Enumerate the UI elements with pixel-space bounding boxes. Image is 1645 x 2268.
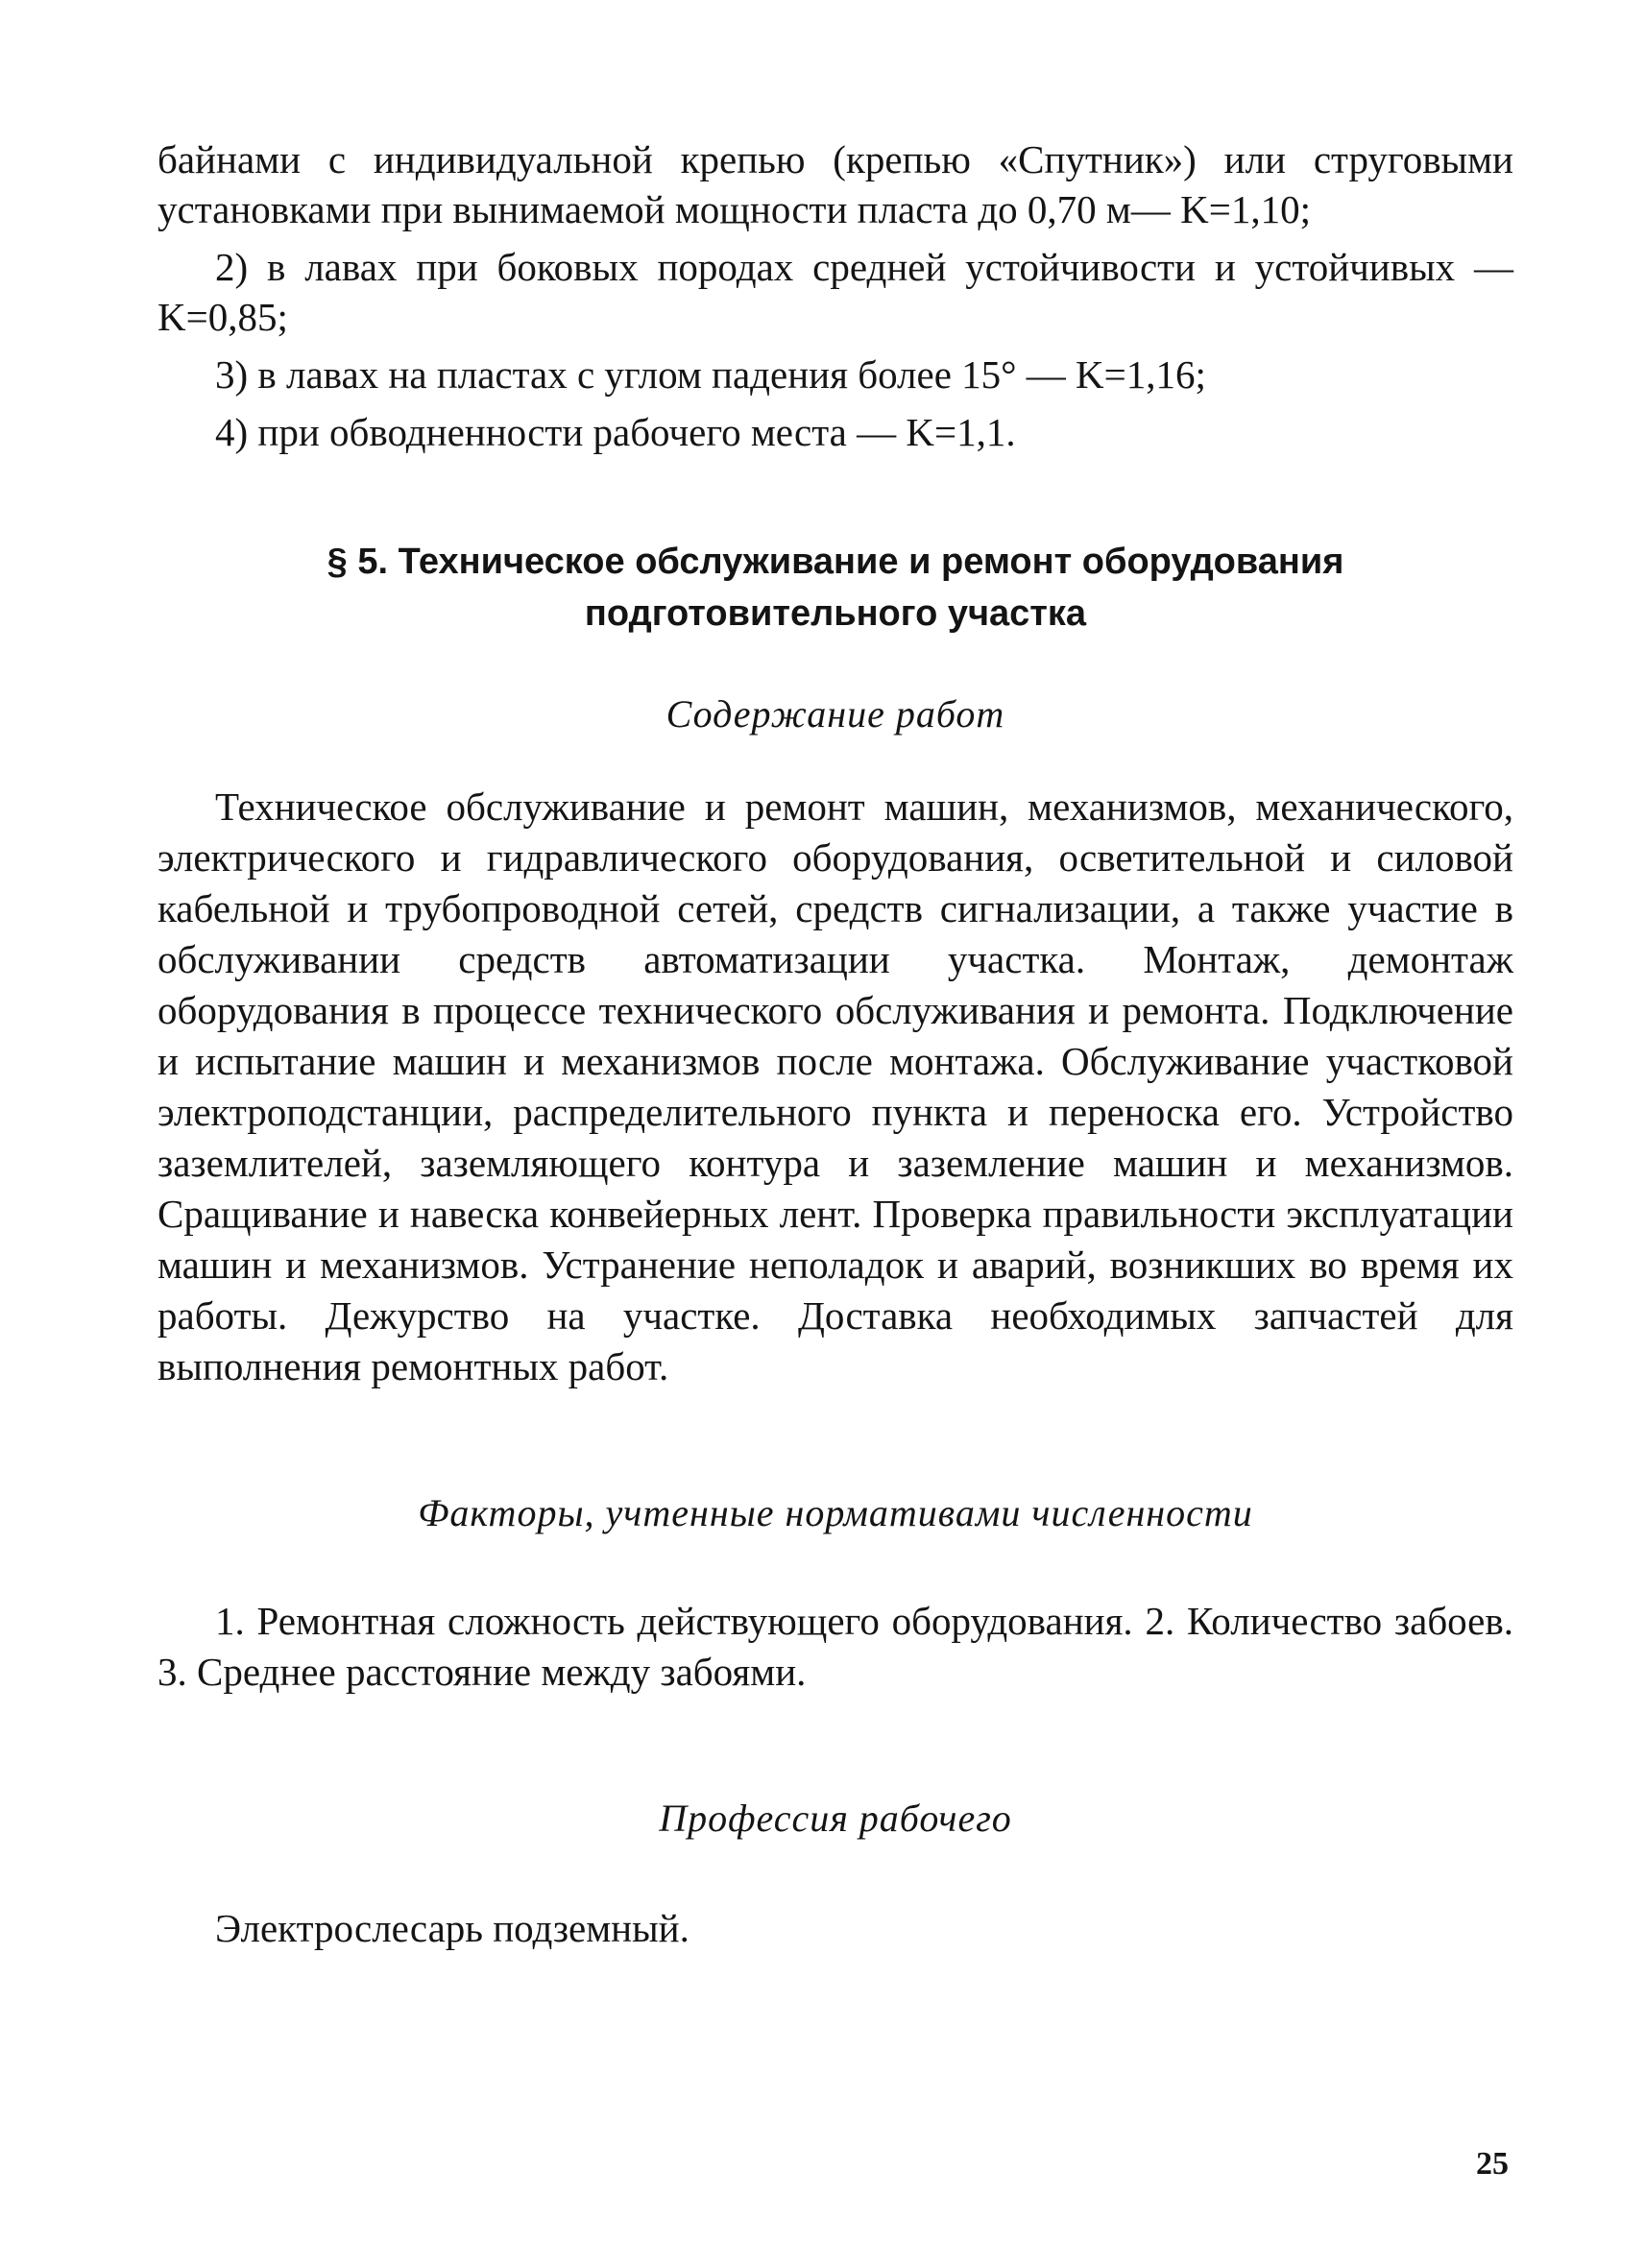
content-heading: Содержание работ xyxy=(665,692,1005,736)
profession-heading: Профессия рабочего xyxy=(659,1797,1012,1840)
section-title-line-2: подготовительного участка xyxy=(584,593,1087,634)
list-item-2: 2) в лавах при боковых породах средней устойчивости и устойчивых — K=0,85; xyxy=(157,245,1513,339)
continuation-paragraph: байнами с индивидуальной крепью (крепью «Спутник») или струговыми установками при вынимаемой мощности пласта до 0,70 м— K=1,10; xyxy=(157,137,1513,231)
section-title xyxy=(157,536,1513,639)
profession-paragraph: Электрослесарь подземный. xyxy=(215,1906,689,1950)
content-paragraph: Техническое обслуживание и ремонт машин, механизмов, механического, электрического и гидравлического оборудования, осветительной и силовой кабельной и трубопроводной сетей, средств сигнализации, а также участие в обслуживании средств автоматизации участка. Монтаж, демонтаж оборудования в процессе технического обслуживания и ремонта. Подключение и испытание машин и механизмов после монтажа. Обслуживание участковой электроподстанции, распределительного пункта и переноска его. Устройство заземлителей, заземляющего контура и заземление машин и механизмов. Сращивание и навеска конвейерных лент. Проверка правильности эксплуатации машин и механизмов. Устранение неполадок и аварий, возникших во время их работы. Дежурство на участке. Доставка необходимых запчастей для выполнения ремонтных работ. xyxy=(157,784,1513,1388)
factors-heading: Факторы, учтенные нормативами численности xyxy=(418,1491,1253,1534)
factors-paragraph: 1. Ремонтная сложность действующего оборудования. 2. Количество забоев. 3. Среднее расстояние между забоями. xyxy=(157,1599,1513,1694)
page-number: 25 xyxy=(1476,2146,1509,2182)
section-title-line-1: § 5. Техническое обслуживание и ремонт оборудования xyxy=(327,542,1344,582)
list-item-4: 4) при обводненности рабочего места — K=1,1. xyxy=(215,410,1016,454)
list-item-3: 3) в лавах на пластах с углом падения более 15° — K=1,16; xyxy=(215,352,1206,397)
document-page xyxy=(157,134,1513,1954)
